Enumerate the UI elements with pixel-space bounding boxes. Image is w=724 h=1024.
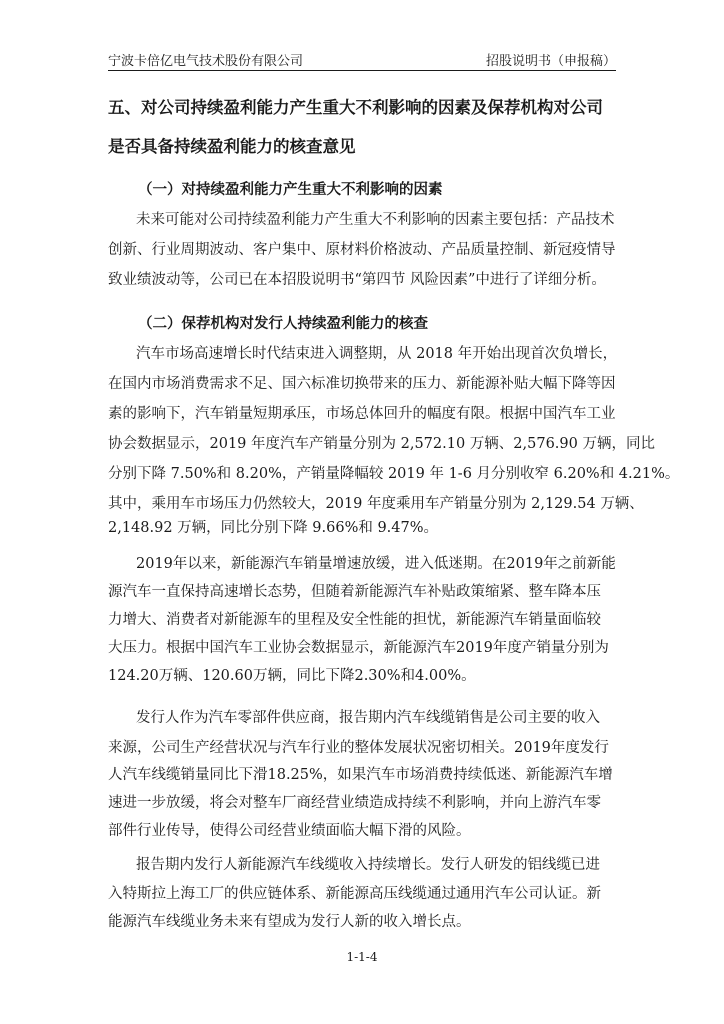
paragraph-line: 在国内市场消费需求不足、国六标准切换带来的压力、新能源补贴大幅下降等因 [108, 376, 616, 392]
page-header [108, 50, 616, 71]
paragraph-line: 速进一步放缓，将会对整车厂商经营业绩造成持续不利影响，并向上游汽车零 [108, 795, 601, 811]
section-title-line-2: 是否具备持续盈利能力的核查意见 [108, 137, 356, 156]
paragraph-line: 入特斯拉上海工厂的供应链体系、新能源高压线缆通过通用汽车公司认证。新 [108, 886, 601, 902]
paragraph-line: 部件行业传导，使得公司经营业绩面临大幅下滑的风险。 [108, 823, 471, 839]
paragraph-line: 人汽车线缆销量同比下滑18.25%，如果汽车市场消费持续低迷、新能源汽车增 [108, 767, 613, 783]
subsection-2-heading: （二）保荐机构对发行人持续盈利能力的核查 [138, 316, 428, 332]
paragraph-line: 力增大、消费者对新能源车的里程及安全性能的担忧，新能源汽车销量面临较 [108, 612, 601, 628]
paragraph-line: 致业绩波动等，公司已在本招股说明书“第四节 风险因素”中进行了详细分析。 [108, 272, 606, 288]
section-title-line-1: 五、对公司持续盈利能力产生重大不利影响的因素及保荐机构对公司 [108, 98, 603, 117]
paragraph-line: 协会数据显示，2019 年度汽车产销量分别为 2,572.10 万辆、2,576.90 万辆，同比 [108, 436, 655, 452]
paragraph-line: 2019年以来，新能源汽车销量增速放缓，进入低迷期。在2019年之前新能 [136, 556, 616, 572]
paragraph-line: 创新、行业周期波动、客户集中、原材料价格波动、产品质量控制、新冠疫情导 [108, 242, 616, 258]
paragraph-line: 报告期内发行人新能源汽车线缆收入持续增长。发行人研发的铝线缆已进 [136, 857, 600, 873]
subsection-1-heading: （一）对持续盈利能力产生重大不利影响的因素 [138, 182, 443, 198]
paragraph-line: 未来可能对公司持续盈利能力产生重大不利影响的因素主要包括：产品技术 [136, 212, 615, 228]
paragraph-line: 发行人作为汽车零部件供应商，报告期内汽车线缆销售是公司主要的收入 [136, 710, 600, 726]
paragraph-line: 分别下降 7.50%和 8.20%，产销量降幅较 2019 年 1-6 月分别收窄 6.20%和 4.21%。 [108, 466, 680, 482]
paragraph-line: 124.20万辆、120.60万辆，同比下降2.30%和4.00%。 [108, 668, 476, 684]
header-company: 宁波卡倍亿电气技术股份有限公司 [108, 54, 304, 69]
paragraph-line: 汽车市场高速增长时代结束进入调整期，从 2018 年开始出现首次负增长， [136, 346, 618, 362]
paragraph-line: 大压力。根据中国汽车工业协会数据显示，新能源汽车2019年度产销量分别为 [108, 640, 609, 656]
paragraph-line: 2,148.92 万辆，同比分别下降 9.66%和 9.47%。 [108, 520, 439, 536]
header-doc-type: 招股说明书（申报稿） [485, 54, 616, 69]
paragraph-line: 来源，公司生产经营状况与汽车行业的整体发展状况密切相关。2019年度发行 [108, 740, 609, 756]
paragraph-line: 源汽车一直保持高速增长态势，但随着新能源汽车补贴政策缩紧、整车降本压 [108, 584, 601, 600]
paragraph-line: 其中，乘用车市场压力仍然较大，2019 年度乘用车产销量分别为 2,129.54 万辆、 [108, 496, 644, 512]
page-number: 1-1-4 [346, 950, 378, 964]
paragraph-line: 素的影响下，汽车销量短期承压，市场总体回升的幅度有限。根据中国汽车工业 [108, 406, 616, 422]
paragraph-line: 能源汽车线缆业务未来有望成为发行人新的收入增长点。 [108, 914, 471, 930]
